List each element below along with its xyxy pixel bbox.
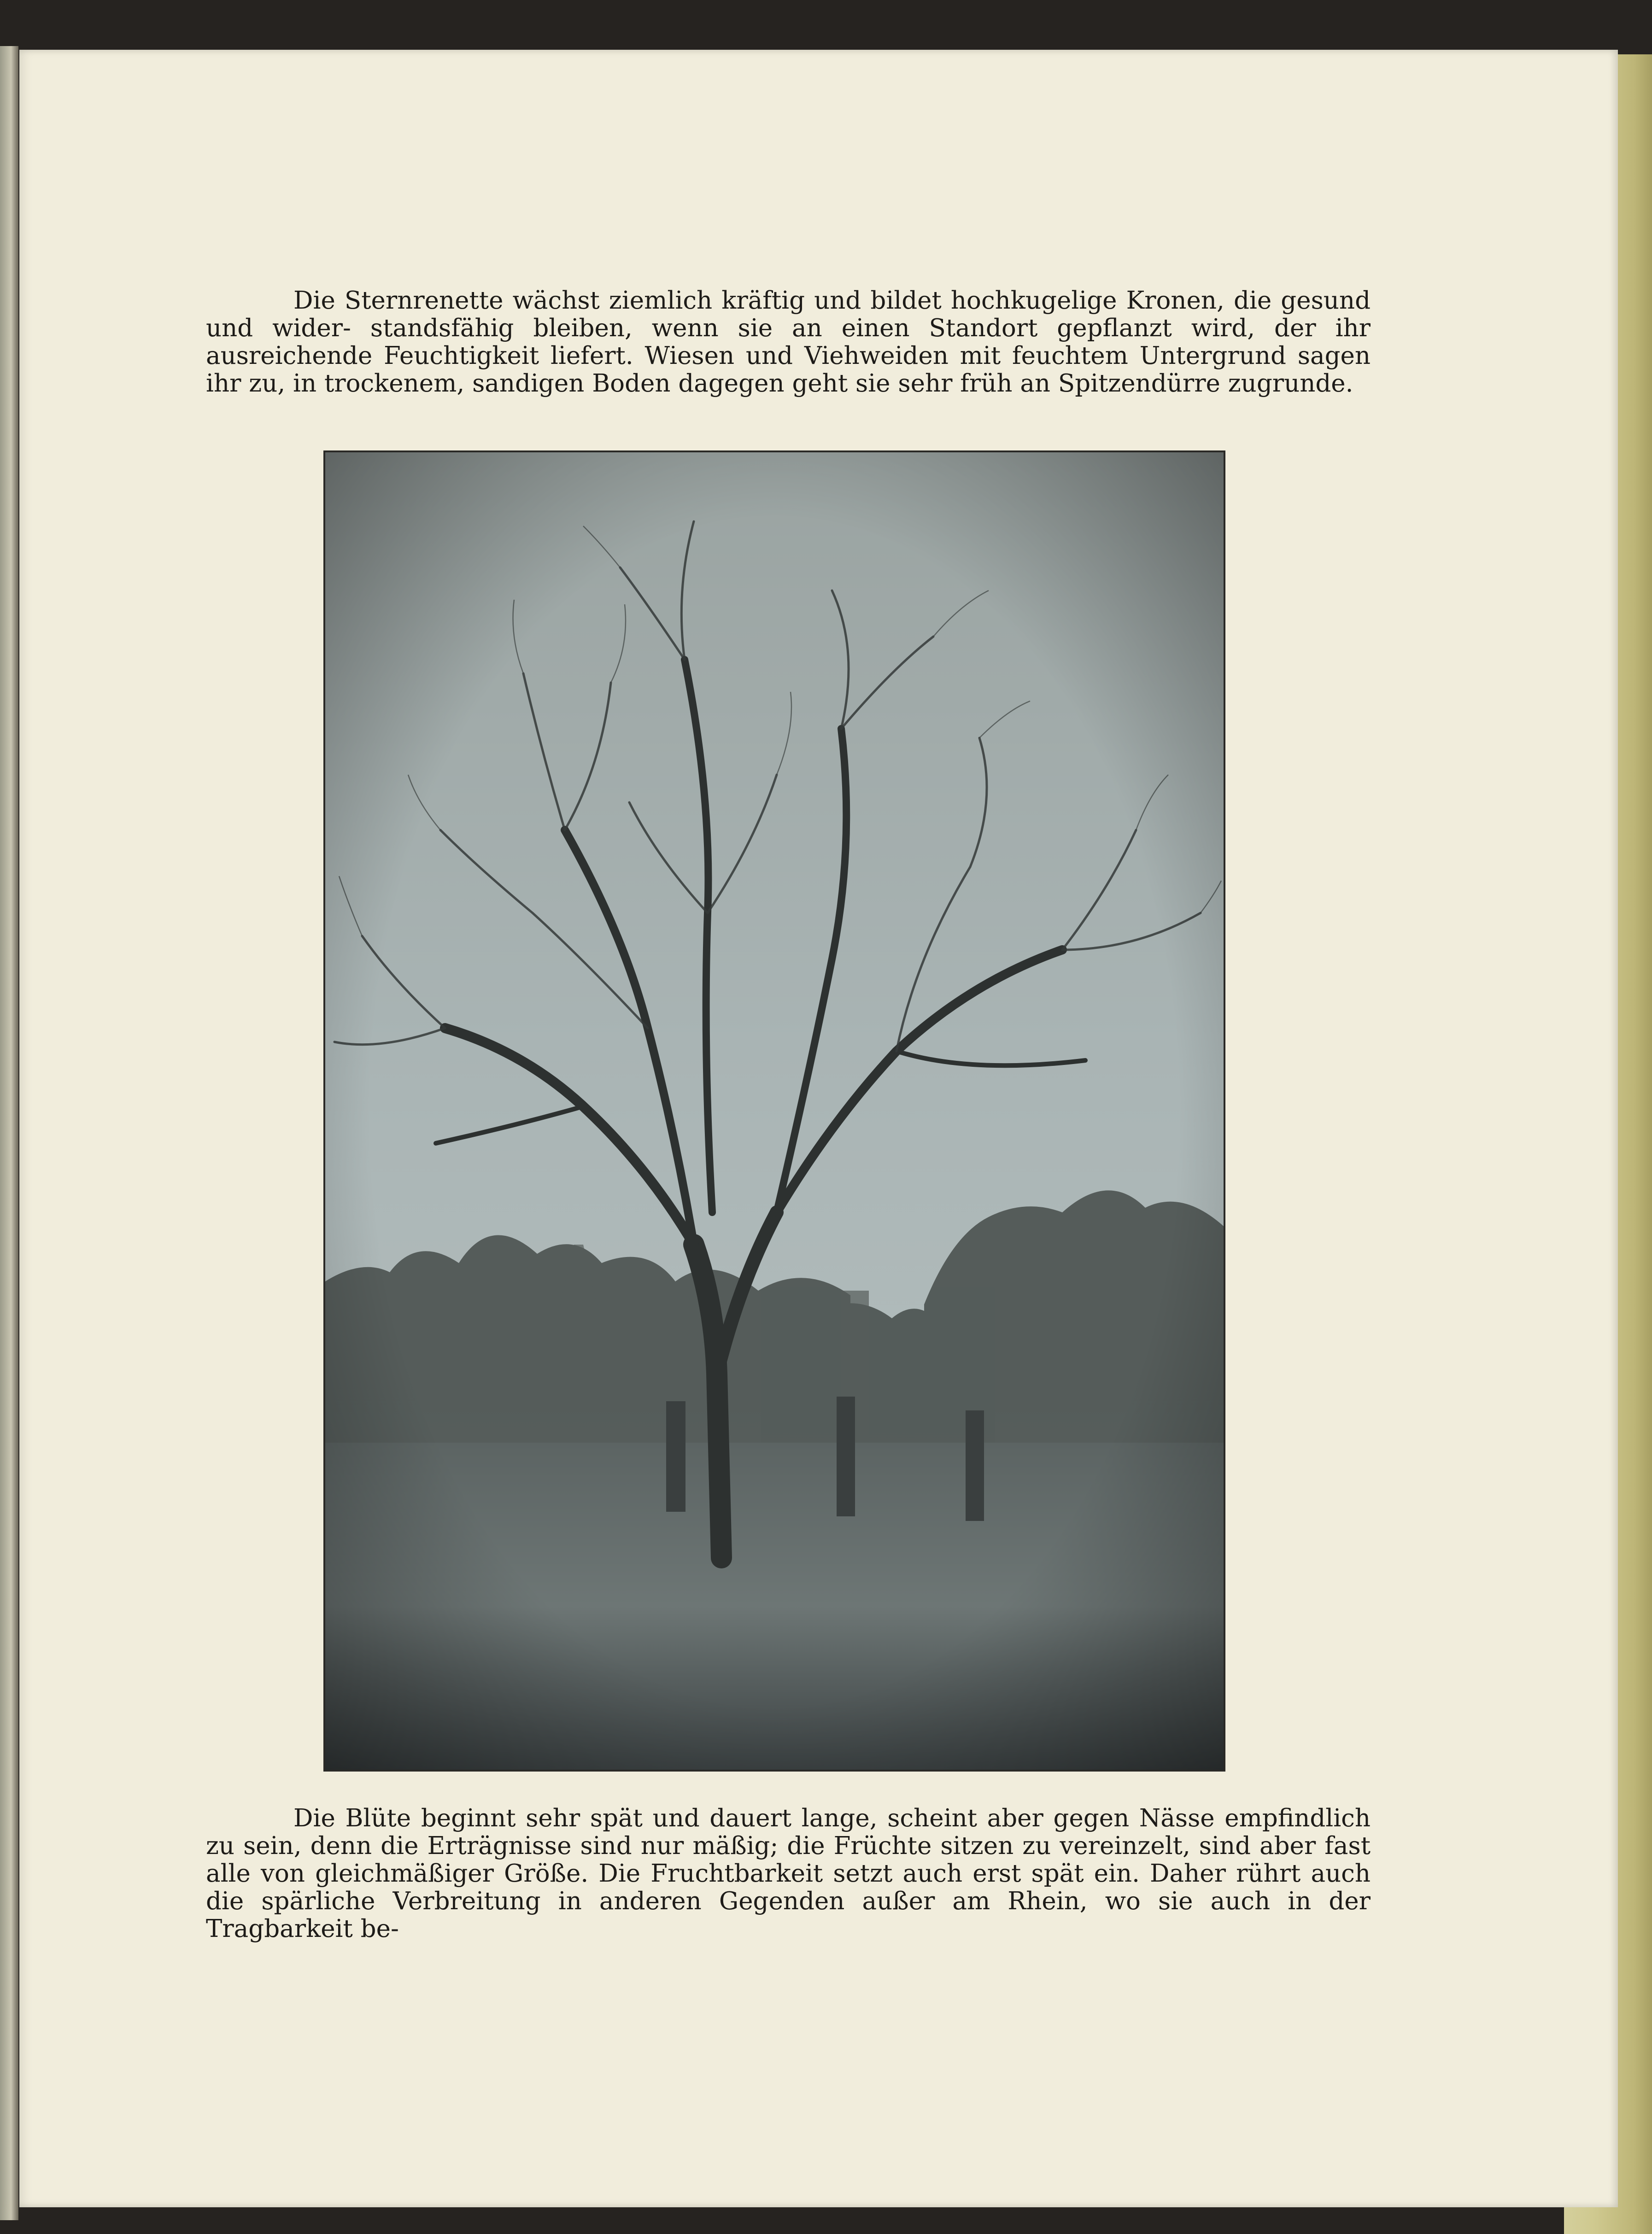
text-line: spärliche Verbreitung in anderen Gegenden außer am Rhein, wo sie auch in der Tragbarkeit be- (206, 1887, 1371, 1943)
book-page (19, 50, 1618, 2207)
text-line: von gleichmäßiger Größe. Die Fruchtbarkeit setzt auch erst spät ein. Daher rührt auch die (206, 1860, 1371, 1915)
tree-photo-illustration (325, 452, 1224, 1770)
text-line: liefert. Wiesen und Viehweiden mit feuchtem Untergrund sagen ihr zu, in trockenem, sandigen (206, 342, 1371, 398)
text-line: Die Sternrenette wächst ziemlich kräftig und bildet hochkugelige Kronen, die gesund und wider- (206, 287, 1371, 342)
text-line: Die Blüte beginnt sehr spät und dauert lange, scheint aber gegen Nässe empfindlich zu (206, 1804, 1371, 1860)
text-line: sein, denn die Erträgnisse sind nur mäßig; die Früchte sitzen zu vereinzelt, sind aber fast alle (206, 1832, 1371, 1888)
text-line: Boden dagegen geht sie sehr früh an Spitzendürre zugrunde. (592, 369, 1353, 398)
facing-page-edge (0, 46, 18, 2220)
paragraph-blossom (206, 1805, 1371, 1943)
text-line: standsfähig bleiben, wenn sie an einen Standort gepflanzt wird, der ihr ausreichende Feuchtigkeit (206, 314, 1371, 370)
paragraph-growth (206, 287, 1371, 398)
tree-photograph (323, 450, 1225, 1772)
